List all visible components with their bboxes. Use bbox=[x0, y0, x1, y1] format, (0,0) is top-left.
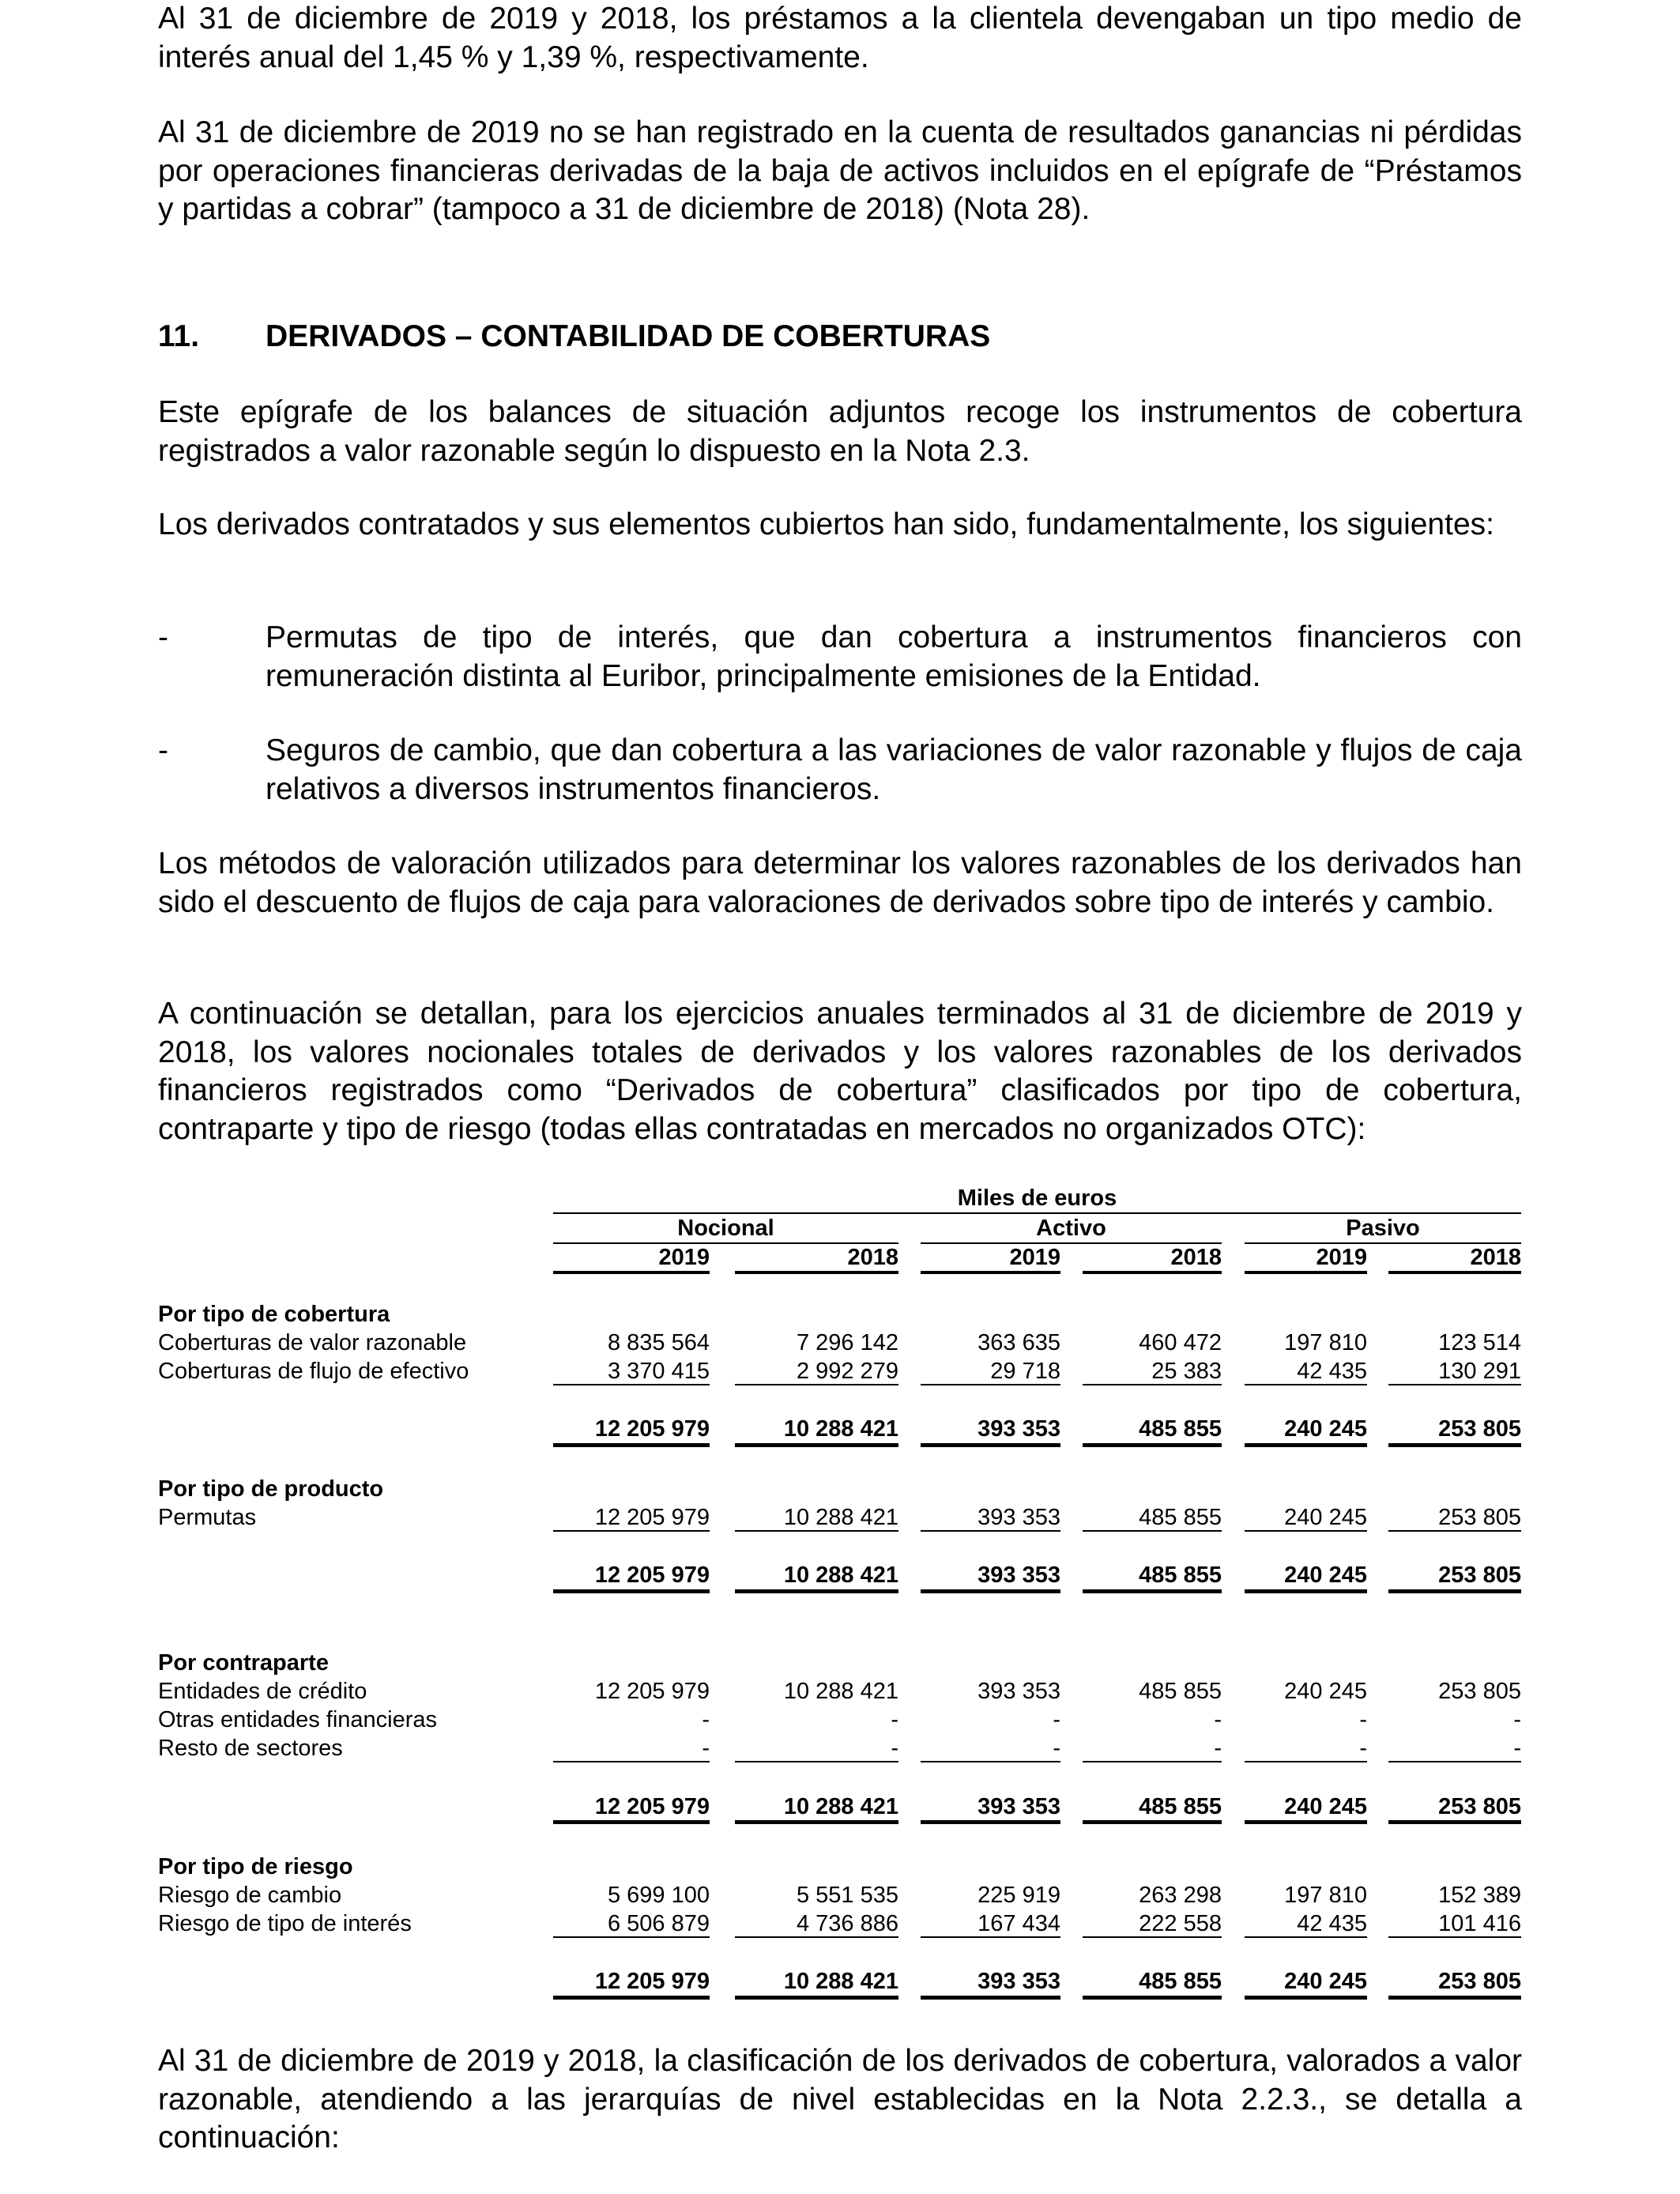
year-rule bbox=[553, 1271, 710, 1274]
total-cell: 253 805 bbox=[1438, 1416, 1521, 1442]
bullet-item-seguros bbox=[158, 732, 1522, 811]
table-cell: - bbox=[702, 1736, 710, 1761]
table-cell: 12 205 979 bbox=[594, 1505, 710, 1530]
table-cell: 263 298 bbox=[1139, 1883, 1222, 1908]
table-cell: 3 370 415 bbox=[607, 1359, 710, 1384]
row-label: Otras entidades financieras bbox=[158, 1707, 438, 1732]
section-title: Por contraparte bbox=[158, 1650, 329, 1676]
total-cell: 253 805 bbox=[1438, 1563, 1521, 1588]
subtotal-rule bbox=[1083, 1936, 1222, 1938]
table-cell: - bbox=[1214, 1736, 1222, 1761]
section-title: Por tipo de riesgo bbox=[158, 1854, 353, 1879]
total-cell: 12 205 979 bbox=[594, 1794, 710, 1819]
subtotal-rule bbox=[553, 1936, 710, 1938]
row-label: Coberturas de flujo de efectivo bbox=[158, 1359, 469, 1384]
subtotal-rule bbox=[921, 1530, 1060, 1532]
total-double-rule bbox=[1245, 1996, 1367, 2000]
total-cell: 240 245 bbox=[1284, 1794, 1367, 1819]
table-cell: 225 919 bbox=[977, 1883, 1060, 1908]
total-cell: 485 855 bbox=[1139, 1416, 1222, 1442]
subtotal-rule bbox=[735, 1936, 898, 1938]
year-header: 2019 bbox=[658, 1245, 710, 1270]
total-cell: 485 855 bbox=[1139, 1794, 1222, 1819]
row-label: Resto de sectores bbox=[158, 1736, 343, 1761]
table-cell: 42 435 bbox=[1297, 1911, 1367, 1936]
table-cell: 363 635 bbox=[977, 1330, 1060, 1355]
year-rule bbox=[921, 1271, 1060, 1274]
total-double-rule bbox=[921, 1443, 1060, 1447]
total-cell: 12 205 979 bbox=[594, 1969, 710, 1994]
subtotal-rule bbox=[1245, 1761, 1367, 1762]
bullet-text: Permutas de tipo de interés, que dan cobertura a instrumentos financieros con remuneración distinta al Euribor, principalmente emisiones de la Entidad. bbox=[266, 620, 1522, 693]
row-label: Riesgo de cambio bbox=[158, 1883, 342, 1908]
table-cell: 152 389 bbox=[1438, 1883, 1521, 1908]
group-header-activo: Activo bbox=[1036, 1216, 1106, 1241]
table-cell: 10 288 421 bbox=[783, 1679, 898, 1704]
bullet-dash: - bbox=[158, 620, 168, 654]
table-cell: - bbox=[1359, 1736, 1367, 1761]
subtotal-rule bbox=[921, 1384, 1060, 1385]
total-cell: 10 288 421 bbox=[783, 1969, 898, 1994]
table-cell: 253 805 bbox=[1438, 1505, 1521, 1530]
table-cell: 130 291 bbox=[1438, 1359, 1521, 1384]
subtotal-rule bbox=[921, 1761, 1060, 1762]
row-label: Entidades de crédito bbox=[158, 1679, 367, 1704]
subtotal-rule bbox=[735, 1761, 898, 1762]
subtotal-rule bbox=[1245, 1530, 1367, 1532]
subtotal-rule bbox=[1083, 1384, 1222, 1385]
table-cell: 222 558 bbox=[1139, 1911, 1222, 1936]
subtotal-rule bbox=[1388, 1530, 1521, 1532]
section-title: Por tipo de producto bbox=[158, 1476, 384, 1502]
table-cell: 6 506 879 bbox=[607, 1911, 710, 1936]
row-label: Riesgo de tipo de interés bbox=[158, 1911, 412, 1936]
table-cell: 8 835 564 bbox=[607, 1330, 710, 1355]
total-double-rule bbox=[1245, 1820, 1367, 1824]
total-cell: 485 855 bbox=[1139, 1563, 1222, 1588]
table-cell: 240 245 bbox=[1284, 1505, 1367, 1530]
section-number: 11. bbox=[158, 319, 200, 353]
paragraph-epigrafe: Este epígrafe de los balances de situación adjuntos recoge los instrumentos de cobertura registrados a valor razonable según lo dispuesto en la Nota 2.3. bbox=[158, 395, 1522, 468]
total-cell: 10 288 421 bbox=[783, 1563, 898, 1588]
total-cell: 393 353 bbox=[977, 1416, 1060, 1442]
table-cell: - bbox=[891, 1736, 898, 1761]
subtotal-rule bbox=[1083, 1761, 1222, 1762]
total-cell: 240 245 bbox=[1284, 1563, 1367, 1588]
total-cell: 393 353 bbox=[977, 1563, 1060, 1588]
row-label: Permutas bbox=[158, 1505, 257, 1530]
total-double-rule bbox=[1245, 1443, 1367, 1447]
section-title: DERIVADOS – CONTABILIDAD DE COBERTURAS bbox=[266, 319, 991, 353]
total-double-rule bbox=[1083, 1820, 1222, 1824]
table-cell: 123 514 bbox=[1438, 1330, 1521, 1355]
total-double-rule bbox=[921, 1996, 1060, 2000]
table-cell: 253 805 bbox=[1438, 1679, 1521, 1704]
table-cell: 2 992 279 bbox=[796, 1359, 898, 1384]
total-cell: 10 288 421 bbox=[783, 1416, 898, 1442]
table-cell: 42 435 bbox=[1297, 1359, 1367, 1384]
total-cell: 393 353 bbox=[977, 1794, 1060, 1819]
subtotal-rule bbox=[735, 1384, 898, 1385]
year-header: 2019 bbox=[1009, 1245, 1060, 1270]
table-cell: 393 353 bbox=[977, 1505, 1060, 1530]
table-cell: 5 699 100 bbox=[607, 1883, 710, 1908]
subtotal-rule bbox=[1388, 1761, 1521, 1762]
subtotal-rule bbox=[553, 1384, 710, 1385]
total-double-rule bbox=[735, 1820, 898, 1824]
subtotal-rule bbox=[735, 1530, 898, 1532]
bullet-text: Seguros de cambio, que dan cobertura a las variaciones de valor razonable y flujos de caja relativos a diversos instrumentos financieros. bbox=[266, 733, 1522, 806]
table-cell: 393 353 bbox=[977, 1679, 1060, 1704]
total-double-rule bbox=[553, 1589, 710, 1593]
subtotal-rule bbox=[921, 1936, 1060, 1938]
total-double-rule bbox=[1245, 1589, 1367, 1593]
group-rule bbox=[1245, 1242, 1521, 1244]
subtotal-rule bbox=[1388, 1936, 1521, 1938]
table-cell: 485 855 bbox=[1139, 1505, 1222, 1530]
year-rule bbox=[1388, 1271, 1521, 1274]
table-unit-caption: Miles de euros bbox=[957, 1186, 1117, 1211]
total-double-rule bbox=[735, 1589, 898, 1593]
table-cell: 240 245 bbox=[1284, 1679, 1367, 1704]
total-double-rule bbox=[1388, 1589, 1521, 1593]
total-double-rule bbox=[553, 1820, 710, 1824]
group-rule bbox=[553, 1242, 898, 1244]
section-heading bbox=[158, 318, 990, 356]
year-header: 2018 bbox=[1470, 1245, 1521, 1270]
group-header-pasivo: Pasivo bbox=[1346, 1216, 1420, 1241]
group-rule bbox=[921, 1242, 1222, 1244]
subtotal-rule bbox=[1388, 1384, 1521, 1385]
paragraph-valuation-methods: Los métodos de valoración utilizados para determinar los valores razonables de los derivados han sido el descuento de flujos de caja para valoraciones de derivados sobre tipo de interés y cambio. bbox=[158, 846, 1522, 919]
total-double-rule bbox=[1388, 1996, 1521, 2000]
total-double-rule bbox=[735, 1443, 898, 1447]
table-cell: 485 855 bbox=[1139, 1679, 1222, 1704]
total-cell: 393 353 bbox=[977, 1969, 1060, 1994]
subtotal-rule bbox=[553, 1761, 710, 1762]
table-cell: - bbox=[702, 1707, 710, 1732]
total-double-rule bbox=[553, 1996, 710, 2000]
table-cell: 197 810 bbox=[1284, 1330, 1367, 1355]
table-cell: - bbox=[1053, 1736, 1060, 1761]
total-double-rule bbox=[1388, 1443, 1521, 1447]
total-double-rule bbox=[735, 1996, 898, 2000]
bullet-item-permutas bbox=[158, 619, 1522, 698]
subtotal-rule bbox=[1245, 1936, 1367, 1938]
table-cell: - bbox=[1513, 1736, 1521, 1761]
row-label: Coberturas de valor razonable bbox=[158, 1330, 467, 1355]
header-rule bbox=[553, 1212, 1521, 1214]
table-cell: - bbox=[1214, 1707, 1222, 1732]
year-rule bbox=[1245, 1271, 1367, 1274]
table-cell: 12 205 979 bbox=[594, 1679, 710, 1704]
total-cell: 10 288 421 bbox=[783, 1794, 898, 1819]
group-header-nocional: Nocional bbox=[677, 1216, 774, 1241]
total-cell: 12 205 979 bbox=[594, 1563, 710, 1588]
year-header: 2018 bbox=[1170, 1245, 1222, 1270]
paragraph-no-gains: Al 31 de diciembre de 2019 no se han registrado en la cuenta de resultados ganancias ni pérdidas por operaciones financieras derivadas de la baja de activos incluidos en el epígrafe de “Préstamos y partidas a cobrar” (tampoco a 31 de diciembre de 2018) (Nota 28). bbox=[158, 115, 1522, 226]
table-cell: 167 434 bbox=[977, 1911, 1060, 1936]
total-cell: 485 855 bbox=[1139, 1969, 1222, 1994]
table-cell: 29 718 bbox=[990, 1359, 1060, 1384]
total-cell: 12 205 979 bbox=[594, 1416, 710, 1442]
section-title: Por tipo de cobertura bbox=[158, 1302, 390, 1327]
total-double-rule bbox=[921, 1589, 1060, 1593]
total-double-rule bbox=[1083, 1996, 1222, 2000]
table-cell: - bbox=[1053, 1707, 1060, 1732]
paragraph-interest-rates: Al 31 de diciembre de 2019 y 2018, los préstamos a la clientela devengaban un tipo medio de interés anual del 1,45 % y 1,39 %, respectivamente. bbox=[158, 2, 1522, 74]
total-cell: 240 245 bbox=[1284, 1969, 1367, 1994]
subtotal-rule bbox=[1245, 1384, 1367, 1385]
total-cell: 253 805 bbox=[1438, 1969, 1521, 1994]
table-cell: - bbox=[1513, 1707, 1521, 1732]
subtotal-rule bbox=[553, 1530, 710, 1532]
total-double-rule bbox=[921, 1820, 1060, 1824]
table-cell: 4 736 886 bbox=[796, 1911, 898, 1936]
table-cell: - bbox=[891, 1707, 898, 1732]
year-rule bbox=[735, 1271, 898, 1274]
table-cell: 5 551 535 bbox=[796, 1883, 898, 1908]
paragraph-table-intro: A continuación se detallan, para los ejercicios anuales terminados al 31 de diciembre de 2019 y 2018, los valores nocionales totales de derivados y los valores razonables de los derivados financieros registrados como “Derivados de cobertura” clasificados por tipo de cobertura, contraparte y tipo de riesgo (todas ellas contratadas en mercados no organizados OTC): bbox=[158, 997, 1522, 1146]
total-double-rule bbox=[1388, 1820, 1521, 1824]
table-cell: - bbox=[1359, 1707, 1367, 1732]
paragraph-derivados-list-intro: Los derivados contratados y sus elementos cubiertos han sido, fundamentalmente, los siguientes: bbox=[158, 507, 1494, 541]
table-cell: 101 416 bbox=[1438, 1911, 1521, 1936]
total-cell: 240 245 bbox=[1284, 1416, 1367, 1442]
year-header: 2019 bbox=[1316, 1245, 1367, 1270]
table-cell: 25 383 bbox=[1151, 1359, 1222, 1384]
total-double-rule bbox=[1083, 1589, 1222, 1593]
table-cell: 460 472 bbox=[1139, 1330, 1222, 1355]
table-cell: 10 288 421 bbox=[783, 1505, 898, 1530]
paragraph-hierarchy: Al 31 de diciembre de 2019 y 2018, la clasificación de los derivados de cobertura, valorados a valor razonable, atendiendo a las jerarquías de nivel establecidas en la Nota 2.2.3., se detalla a continuación: bbox=[158, 2044, 1522, 2154]
subtotal-rule bbox=[1083, 1530, 1222, 1532]
year-header: 2018 bbox=[847, 1245, 898, 1270]
total-double-rule bbox=[553, 1443, 710, 1447]
year-rule bbox=[1083, 1271, 1222, 1274]
table-cell: 197 810 bbox=[1284, 1883, 1367, 1908]
table-cell: 7 296 142 bbox=[796, 1330, 898, 1355]
total-cell: 253 805 bbox=[1438, 1794, 1521, 1819]
bullet-dash: - bbox=[158, 733, 168, 767]
total-double-rule bbox=[1083, 1443, 1222, 1447]
